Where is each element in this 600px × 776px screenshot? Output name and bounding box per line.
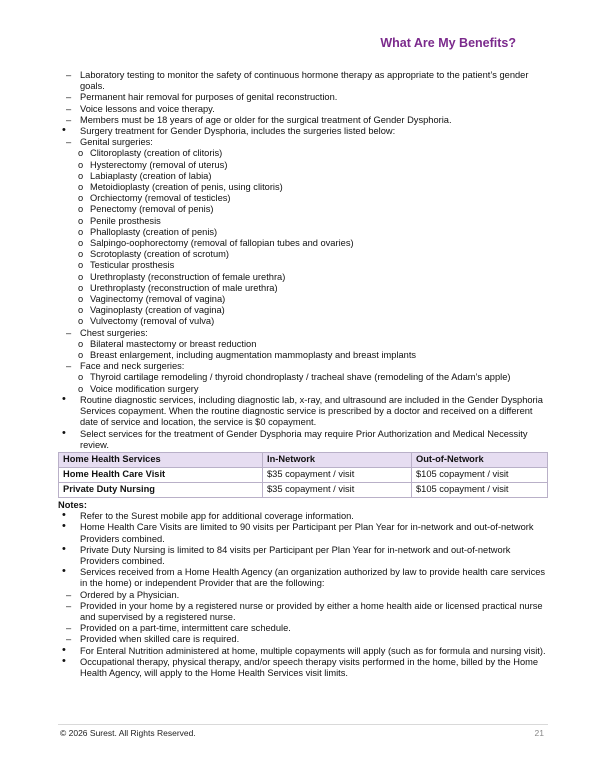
list-item: o Vaginectomy (removal of vagina): [78, 294, 226, 305]
table-cell: Home Health Care Visit: [59, 467, 263, 482]
table-header-cell: Home Health Services: [59, 452, 263, 467]
list-item: • Home Health Care Visits are limited to 90 visits per Participant per Plan Year for in-network and out-of-network Providers combined.: [62, 520, 534, 544]
face-group: [58, 361, 548, 372]
table-header-cell: Out-of-Network: [412, 452, 548, 467]
footer-divider: [58, 724, 548, 725]
list-item: • Services received from a Home Health Agency (an organization authorized by law to provide health care services in the home) or independent Provider that are the following:: [62, 565, 546, 589]
list-item: • Refer to the Surest mobile app for additional coverage information.: [62, 509, 354, 522]
notes-list: [58, 511, 548, 589]
list-item: • Routine diagnostic services, including diagnostic lab, x-ray, and ultrasound are included in the Gender Dysphoria Services copayment. When the routine diagnostic service is prescribed by a doctor and received on a different date of service and location, the service is $0 copayment.: [62, 392, 543, 428]
surgery-list: [58, 126, 548, 137]
face-surgery-list: [58, 372, 548, 394]
list-item: – Face and neck surgeries:: [66, 361, 185, 372]
list-item: – Provided in your home by a registered nurse or provided by either a home health aide or licensed practical nurse and supervised by a registered nurse.: [66, 600, 543, 622]
list-item: o Clitoroplasty (creation of clitoris): [78, 148, 223, 159]
list-item: o Breast enlargement, including augmentation mammoplasty and breast implants: [78, 350, 417, 361]
list-item: – Genital surgeries:: [66, 137, 153, 148]
list-item: o Penile prosthesis: [78, 215, 161, 226]
table-row: [59, 482, 548, 497]
chest-surgery-list: [58, 339, 548, 361]
list-item: o Hysterectomy (removal of uterus): [78, 159, 228, 170]
notes-label: Notes:: [58, 499, 87, 510]
table-cell: $35 copayment / visit: [263, 482, 412, 497]
list-item: • Select services for the treatment of Gender Dysphoria may require Prior Authorization and Medical Necessity review.: [62, 426, 528, 450]
table-header-cell: In-Network: [263, 452, 412, 467]
list-item: – Members must be 18 years of age or older for the surgical treatment of Gender Dysphoria.: [66, 114, 452, 125]
list-item: – Voice lessons and voice therapy.: [66, 103, 215, 114]
chest-group: [58, 328, 548, 339]
genital-surgery-list: [58, 148, 548, 327]
page-number: 21: [534, 728, 544, 738]
list-item: – Permanent hair removal for purposes of genital reconstruction.: [66, 92, 338, 103]
document-body: [58, 70, 548, 679]
closing-bullet-list: [58, 392, 548, 451]
list-item: – Ordered by a Physician.: [66, 589, 180, 600]
list-item: o Thyroid cartilage remodeling / thyroid chondroplasty / tracheal shave (remodeling of the Adam’s apple): [78, 372, 511, 383]
list-item: – Provided on a part-time, intermittent care schedule.: [66, 623, 291, 634]
list-item: • For Enteral Nutrition administered at home, multiple copayments will apply (such as for formula and nursing visit).: [62, 643, 546, 656]
genital-group: [58, 137, 548, 148]
list-item: o Vaginoplasty (creation of vagina): [78, 305, 225, 316]
table-header-row: [59, 452, 548, 467]
table-row: [59, 467, 548, 482]
list-item: o Vulvectomy (removal of vulva): [78, 316, 215, 327]
list-item: • Surgery treatment for Gender Dysphoria, includes the surgeries listed below:: [62, 124, 396, 137]
home-health-table: [58, 452, 548, 498]
list-item: • Private Duty Nursing is limited to 84 visits per Participant per Plan Year for in-network and out-of-network Providers combined.: [62, 542, 511, 566]
list-item: – Chest surgeries:: [66, 327, 148, 338]
list-item: o Voice modification surgery: [78, 383, 199, 394]
list-item: o Phalloplasty (creation of penis): [78, 226, 218, 237]
page-header-title: What Are My Benefits?: [380, 36, 516, 50]
list-item: o Urethroplasty (reconstruction of female urethra): [78, 271, 286, 282]
table-cell: $35 copayment / visit: [263, 467, 412, 482]
list-item: o Metoidioplasty (creation of penis, using clitoris): [78, 182, 283, 193]
table-cell: $105 copayment / visit: [412, 482, 548, 497]
list-item: o Urethroplasty (reconstruction of male urethra): [78, 282, 278, 293]
list-item: – Provided when skilled care is required.: [66, 634, 240, 645]
table-cell: Private Duty Nursing: [59, 482, 263, 497]
footer-copyright: © 2026 Surest. All Rights Reserved.: [60, 728, 196, 738]
notes-list-continued: [58, 643, 548, 680]
notes-sub-list: [58, 590, 548, 646]
list-item: • Occupational therapy, physical therapy, and/or speech therapy visits performed in the home, billed by the Home Health Agency, will apply to the Home Health Services visit limits.: [62, 654, 539, 678]
table-cell: $105 copayment / visit: [412, 467, 548, 482]
intro-dash-list: [58, 70, 548, 126]
list-item: o Bilateral mastectomy or breast reduction: [78, 338, 257, 349]
list-item: o Penectomy (removal of penis): [78, 204, 214, 215]
list-item: o Scrotoplasty (creation of scrotum): [78, 249, 229, 260]
list-item: o Orchiectomy (removal of testicles): [78, 193, 231, 204]
list-item: o Labiaplasty (creation of labia): [78, 170, 212, 181]
list-item: o Testicular prosthesis: [78, 260, 175, 271]
list-item: o Salpingo-oophorectomy (removal of fallopian tubes and ovaries): [78, 238, 354, 249]
list-item: – Laboratory testing to monitor the safety of continuous hormone therapy as appropriate to the patient’s gender goals.: [66, 70, 529, 92]
